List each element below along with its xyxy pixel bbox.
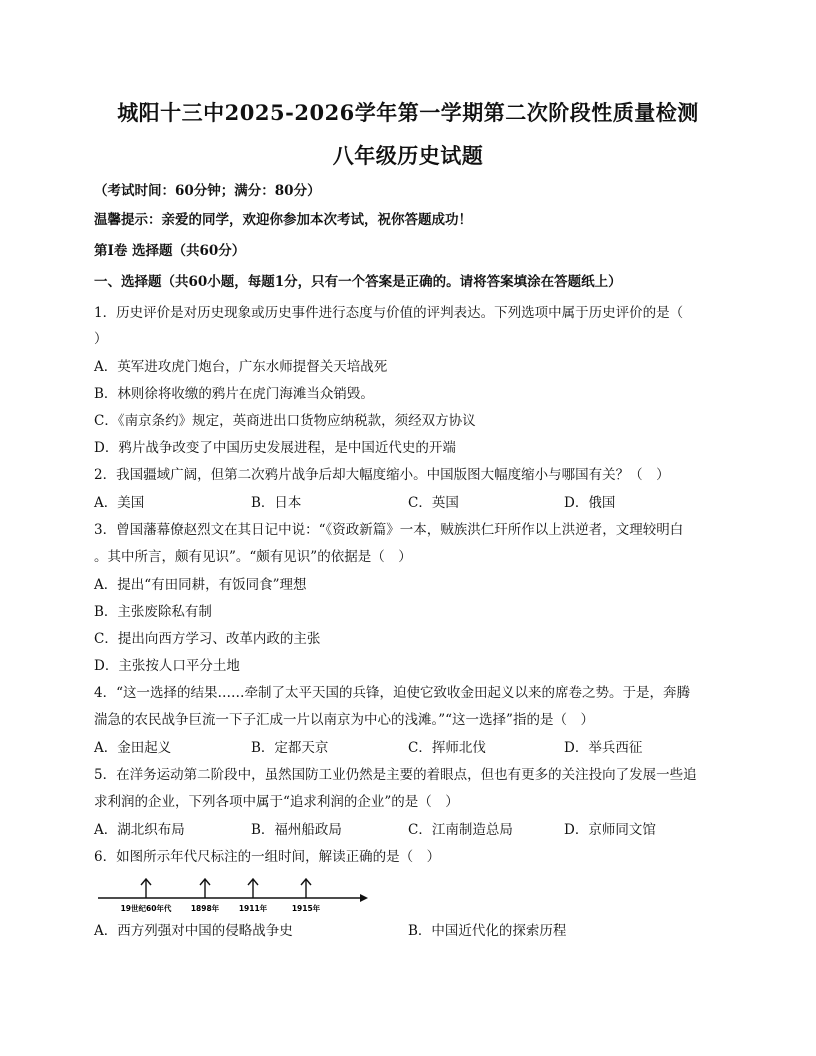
question-6-options [94,922,734,940]
question-5-option-d: D．京师同文馆 [564,822,656,838]
exam-subtitle: 八年级历史试题 [332,143,484,168]
question-3-option-b: B．主张废除私有制 [94,604,212,620]
question-4-option-a: A．金田起义 [94,740,172,756]
question-4-option-c: C．挥师北伐 [408,740,486,756]
timeline-marker-1 [141,879,151,898]
question-4-options [94,739,734,757]
timeline-marker-3 [248,879,258,898]
question-2-option-c: C．英国 [408,495,459,511]
section-heading: 第Ⅰ卷 选择题（共60分） [94,243,246,259]
warm-tip: 温馨提示：亲爱的同学，欢迎你参加本次考试，祝你答题成功！ [94,212,472,228]
question-1-stem-line-1: 1．历史评价是对历史现象或历史事件进行态度与价值的评判表达。下列选项中属于历史评价的是（ [94,305,684,321]
question-1-stem-line-2: ） [94,331,108,347]
question-3-option-a: A．提出“有田同耕，有饭同食”理想 [94,577,307,593]
timeline-label-1: 19世纪60年代 [120,904,172,913]
question-2-option-d: D．俄国 [564,495,616,511]
question-2-option-b: B．日本 [251,495,302,511]
question-2-option-a: A．美国 [94,495,145,511]
question-3-stem-line-1: 3．曾国藩幕僚赵烈文在其日记中说：“《资政新篇》一本，贼族洪仁玕所作以上洪逆者，文理较明白 [94,522,684,538]
question-6-option-a: A．西方列强对中国的侵略战争史 [94,923,293,939]
question-2-stem-line-1: 2．我国疆域广阔，但第二次鸦片战争后却大幅度缩小。中国版图大幅度缩小与哪国有关？（ ） [94,467,670,483]
question-5-stem-line-2: 求利润的企业，下列各项中属于“追求利润的企业”的是（ ） [94,794,459,810]
question-1-option-a: A．英军进攻虎门炮台，广东水师提督关天培战死 [94,359,388,375]
question-1-option-d: D．鸦片战争改变了中国历史发展进程，是中国近代史的开端 [94,440,456,456]
question-1-option-c: C．《南京条约》规定，英商进出口货物应纳税款，须经双方协议 [94,413,476,429]
timeline-marker-4 [301,879,311,898]
question-5-option-c: C．江南制造总局 [408,822,513,838]
question-2-options [94,494,734,512]
question-3-option-d: D．主张按人口平分土地 [94,658,240,674]
timeline-label-3: 1911年 [238,904,268,913]
timeline-marker-2 [200,879,210,898]
question-3-option-c: C．提出向西方学习、改革内政的主张 [94,631,321,647]
question-5-option-b: B．福州船政局 [251,822,342,838]
question-6-option-b: B．中国近代化的探索历程 [408,923,567,939]
question-5-option-a: A．湖北织布局 [94,822,185,838]
question-4-stem-line-1: 4．“这一选择的结果……牵制了太平天国的兵锋，迫使它致收金田起义以来的席卷之势。于是，奔腾 [94,685,690,701]
timeline-label-2: 1898年 [190,904,220,913]
timeline-figure [94,872,374,917]
timeline-label-4: 1915年 [291,904,321,913]
question-3-stem-line-2: 。其中所言，颇有见识”。“颇有见识”的依据是（ ） [94,549,412,565]
section-instruction: 一、选择题（共60小题，每题1分，只有一个答案是正确的。请将答案填涂在答题纸上） [94,274,622,290]
question-4-option-d: D．举兵西征 [564,740,643,756]
question-4-option-b: B．定都天京 [251,740,329,756]
question-5-stem-line-1: 5．在洋务运动第二阶段中，虽然国防工业仍然是主要的着眼点，但也有更多的关注投向了发展一些追 [94,767,697,783]
exam-title: 城阳十三中2025-2026学年第一学期第二次阶段性质量检测 [117,100,699,125]
question-4-stem-line-2: 湍急的农民战争巨流一下子汇成一片以南京为中心的浅滩。”“这一选择”指的是（ ） [94,712,594,728]
timeline-arrowhead [360,894,368,902]
question-5-options [94,821,734,839]
question-1-option-b: B．林则徐将收缴的鸦片在虎门海滩当众销毁。 [94,386,374,402]
exam-info: （考试时间：60分钟；满分：80分） [94,183,321,199]
question-6-stem-line-1: 6．如图所示年代尺标注的一组时间，解读正确的是（ ） [94,849,441,865]
